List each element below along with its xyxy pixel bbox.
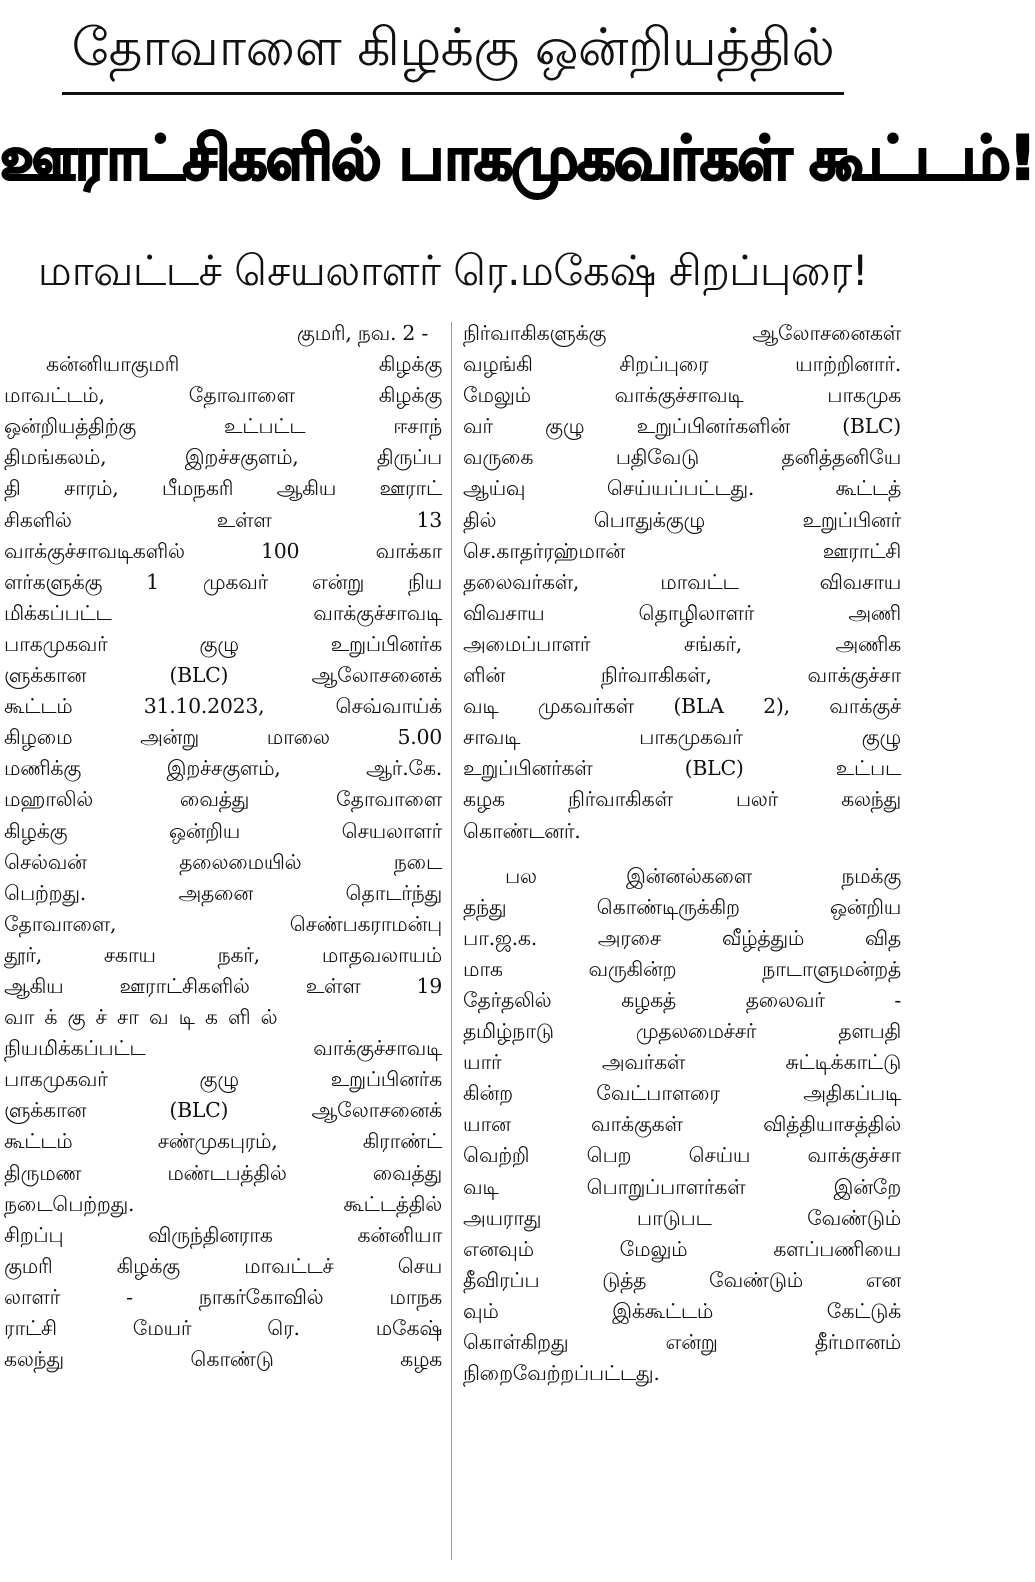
body-line: தலைவர்கள், மாவட்ட விவசாய bbox=[463, 569, 901, 594]
body-line: பாகமுகவர் குழு உறுப்பினர்க bbox=[4, 631, 442, 656]
article-column-left bbox=[4, 318, 442, 1375]
body-line: ளுக்கான (BLC) ஆலோசனைக் bbox=[4, 1098, 442, 1123]
body-line: வெற்றி பெற செய்ய வாக்குச்சா bbox=[463, 1143, 901, 1168]
body-line: மிக்கப்பட்ட வாக்குச்சாவடி bbox=[4, 600, 442, 625]
kicker-headline: தோவாளை கிழக்கு ஒன்றியத்தில் bbox=[71, 18, 835, 78]
body-line: தில் பொதுக்குழு உறுப்பினர் bbox=[463, 507, 901, 532]
body-line: விவசாய தொழிலாளர் அணி bbox=[463, 600, 901, 625]
body-line: கலந்து கொண்டு கழக bbox=[4, 1347, 442, 1372]
body-line: நியமிக்கப்பட்ட வாக்குச்சாவடி bbox=[4, 1036, 442, 1061]
body-line: மாவட்டம், தோவாளை கிழக்கு bbox=[4, 383, 442, 408]
body-line: லாளர் - நாகர்கோவில் மாநக bbox=[4, 1284, 442, 1309]
article-column-right bbox=[463, 318, 901, 1389]
body-line: ளுக்கான (BLC) ஆலோசனைக் bbox=[4, 663, 442, 688]
dateline: குமரி, நவ. 2 - bbox=[296, 321, 428, 345]
body-line: நிர்வாகிகளுக்கு ஆலோசனைகள் bbox=[463, 321, 901, 345]
body-line: ஒன்றியத்திற்கு உட்பட்ட ஈசாந் bbox=[4, 414, 442, 439]
body-line: வாக்குச்சாவடிகளில் 100 வாக்கா bbox=[4, 538, 442, 563]
body-line: திமங்கலம், இறச்சகுளம், திருப்ப bbox=[4, 445, 442, 470]
paragraph-gap bbox=[463, 847, 901, 861]
body-line: மணிக்கு இறச்சகுளம், ஆர்.கே. bbox=[4, 756, 442, 781]
body-line: ஆய்வு செய்யப்பட்டது. கூட்டத் bbox=[463, 476, 901, 501]
body-line: வடி முகவர்கள் (BLA 2), வாக்குச் bbox=[463, 694, 901, 719]
body-line: கூட்டம் சண்முகபுரம், கிராண்ட் bbox=[4, 1129, 442, 1154]
body-line: ளர்களுக்கு 1 முகவர் என்று நிய bbox=[4, 569, 442, 594]
body-line: சிகளில் உள்ள 13 bbox=[4, 507, 442, 532]
body-line: மஹாலில் வைத்து தோவாளை bbox=[4, 787, 442, 812]
body-line: யார் அவர்கள் சுட்டிக்காட்டு bbox=[463, 1050, 901, 1075]
body-line: தீவிரப்ப டுத்த வேண்டும் என bbox=[463, 1267, 901, 1292]
body-line: நடைபெற்றது. கூட்டத்தில் bbox=[4, 1191, 442, 1216]
body-line: சிறப்பு விருந்தினராக கன்னியா bbox=[4, 1222, 442, 1247]
body-line: சாவடி பாகமுகவர் குழு bbox=[463, 725, 901, 750]
body-line: கிழமை அன்று மாலை 5.00 bbox=[4, 725, 442, 750]
body-line: வடி பொறுப்பாளர்கள் இன்றே bbox=[463, 1174, 901, 1199]
body-line: செ.காதர்ரஹ்மான் ஊராட்சி bbox=[463, 538, 901, 563]
body-line: எனவும் மேலும் களப்பணியை bbox=[463, 1236, 901, 1261]
body-line: உறுப்பினர்கள் (BLC) உட்பட bbox=[463, 756, 901, 781]
body-line: மாக வருகின்ற நாடாளுமன்றத் bbox=[463, 956, 901, 981]
main-headline: ஊராட்சிகளில் பாகமுகவர்கள் கூட்டம்! bbox=[0, 123, 1035, 194]
subheadline: மாவட்டச் செயலாளர் ரெ.மகேஷ் சிறப்புரை! bbox=[37, 246, 869, 295]
body-line: அயராது பாடுபட வேண்டும் bbox=[463, 1205, 901, 1230]
body-line: பா.ஜ.க. அரசை வீழ்த்தும் வித bbox=[463, 925, 901, 950]
body-line: கொள்கிறது என்று தீர்மானம் bbox=[463, 1330, 901, 1354]
body-line: கிழக்கு ஒன்றிய செயலாளர் bbox=[4, 818, 442, 843]
body-line: வருகை பதிவேடு தனித்தனியே bbox=[463, 445, 901, 470]
headline-rule bbox=[62, 92, 844, 95]
body-line: செல்வன் தலைமையில் நடை bbox=[4, 849, 442, 874]
body-line: வாக்குச்சாவடிகளில் bbox=[4, 1005, 288, 1030]
body-line: வர் குழு உறுப்பினர்களின் (BLC) bbox=[463, 414, 901, 439]
body-line: ஆகிய ஊராட்சிகளில் உள்ள 19 bbox=[4, 973, 442, 998]
body-line: ராட்சி மேயர் ரெ. மகேஷ் bbox=[4, 1316, 442, 1340]
body-line: பெற்றது. அதனை தொடர்ந்து bbox=[4, 880, 442, 905]
body-line: தூர், சகாய நகர், மாதவலாயம் bbox=[4, 942, 442, 967]
body-line: நிறைவேற்றப்பட்டது. bbox=[463, 1361, 660, 1386]
body-line: வும் இக்கூட்டம் கேட்டுக் bbox=[463, 1298, 901, 1323]
body-line: தேர்தலில் கழகத் தலைவர் - bbox=[463, 987, 901, 1012]
body-line: கழக நிர்வாகிகள் பலர் கலந்து bbox=[463, 787, 901, 812]
body-line: தோவாளை, செண்பகராமன்பு bbox=[4, 911, 442, 936]
body-line: கூட்டம் 31.10.2023, செவ்வாய்க் bbox=[4, 694, 442, 719]
body-line: குமரி கிழக்கு மாவட்டச் செய bbox=[4, 1253, 442, 1278]
body-line: யான வாக்குகள் வித்தியாசத்தில் bbox=[463, 1112, 901, 1137]
body-line: தந்து கொண்டிருக்கிற ஒன்றிய bbox=[463, 894, 901, 919]
body-line: தமிழ்நாடு முதலமைச்சர் தளபதி bbox=[463, 1019, 901, 1044]
body-line: தி சாரம், பீமநகரி ஆகிய ஊராட் bbox=[4, 476, 442, 501]
body-line: மேலும் வாக்குச்சாவடி பாகமுக bbox=[463, 383, 901, 408]
body-line: கொண்டனர். bbox=[463, 818, 581, 843]
body-line: வழங்கி சிறப்புரை யாற்றினார். bbox=[463, 352, 901, 377]
body-line: அமைப்பாளர் சங்கர், அணிக bbox=[463, 631, 901, 656]
column-divider bbox=[451, 322, 452, 1560]
body-line: கின்ற வேட்பாளரை அதிகப்படி bbox=[463, 1081, 901, 1106]
body-line: திருமண மண்டபத்தில் வைத்து bbox=[4, 1160, 442, 1185]
body-line: பல இன்னல்களை நமக்கு bbox=[505, 863, 901, 888]
body-line: ளின் நிர்வாகிகள், வாக்குச்சா bbox=[463, 663, 901, 688]
body-line: கன்னியாகுமரி கிழக்கு bbox=[46, 352, 442, 377]
body-line: பாகமுகவர் குழு உறுப்பினர்க bbox=[4, 1067, 442, 1092]
